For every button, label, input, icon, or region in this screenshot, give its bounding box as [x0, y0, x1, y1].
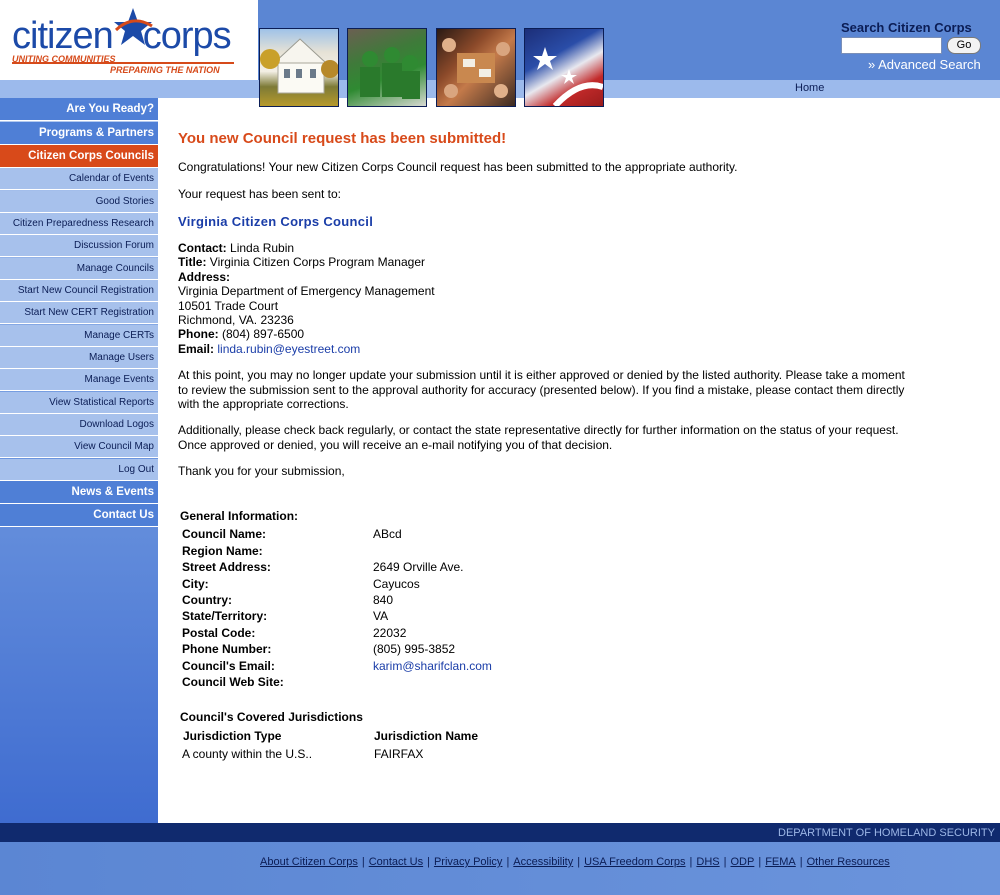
- nav-manage-events[interactable]: Manage Events: [0, 369, 158, 391]
- info-label: Country:: [182, 593, 232, 607]
- nav-calendar-of-events[interactable]: Calendar of Events: [0, 168, 158, 190]
- logo-wordmark: citizen corps: [12, 15, 231, 57]
- footer-link-odp[interactable]: ODP: [730, 856, 755, 868]
- title-value: Virginia Citizen Corps Program Manager: [209, 255, 425, 269]
- nav-news-events[interactable]: News & Events: [0, 481, 158, 504]
- footer-link-fema[interactable]: FEMA: [765, 856, 796, 868]
- phone-value: (804) 897-6500: [222, 327, 305, 341]
- nav-are-you-ready[interactable]: Are You Ready?: [0, 98, 158, 121]
- general-info-title: General Information:: [180, 509, 299, 523]
- nav-start-new-cert-registration[interactable]: Start New CERT Registration: [0, 302, 158, 324]
- info-label: State/Territory:: [182, 609, 268, 623]
- search-title: Search Citizen Corps: [841, 20, 972, 35]
- thanks-message: Thank you for your submission,: [178, 464, 345, 478]
- info-label: Council Web Site:: [182, 675, 284, 689]
- contact-label: Contact:: [178, 241, 227, 255]
- footer-separator: |: [506, 856, 510, 868]
- info-label: Postal Code:: [182, 626, 256, 640]
- sidebar: [0, 98, 158, 823]
- nav-manage-councils[interactable]: Manage Councils: [0, 258, 158, 280]
- footer-separator: |: [723, 856, 727, 868]
- jurisdictions-title: Council's Covered Jurisdictions: [180, 710, 363, 724]
- nav-start-new-council-registration[interactable]: Start New Council Registration: [0, 280, 158, 302]
- search-input[interactable]: [841, 37, 942, 54]
- header-photo-meeting: [436, 28, 516, 107]
- search-go-button[interactable]: Go: [947, 37, 981, 54]
- footer-link-dhs[interactable]: DHS: [696, 856, 720, 868]
- address-line-3: Richmond, VA. 23236: [178, 313, 294, 327]
- info-value: Cayucos: [373, 577, 420, 591]
- info-label: Region Name:: [182, 544, 263, 558]
- info-value: 2649 Orville Ave.: [373, 560, 464, 574]
- info-value: (805) 995-3852: [373, 642, 456, 656]
- advanced-search-link[interactable]: » Advanced Search: [868, 57, 981, 72]
- congrats-message: Congratulations! Your new Citizen Corps Council request has been submitted to the appropriate authority.: [178, 160, 738, 174]
- info-label: Council Name:: [182, 527, 267, 541]
- check-back-notice: Additionally, please check back regularly, or contact the state representative directly for further information on the status of your request. Once approved or denied, you will receive an e-mail notifying you of that decision.: [178, 423, 899, 452]
- footer-separator: |: [758, 856, 762, 868]
- address-line-1: Virginia Department of Emergency Management: [178, 284, 435, 298]
- email-label: Email:: [178, 342, 215, 356]
- footer-separator: |: [361, 856, 365, 868]
- contact-row: [178, 241, 294, 255]
- footer-links: [260, 856, 890, 868]
- nav-good-stories[interactable]: Good Stories: [0, 191, 158, 213]
- sent-to-label: Your request has been sent to:: [178, 187, 342, 201]
- footer-link-privacy[interactable]: Privacy Policy: [433, 856, 503, 868]
- nav-programs-partners[interactable]: Programs & Partners: [0, 122, 158, 145]
- council-title: Virginia Citizen Corps Council: [178, 214, 374, 229]
- footer-link-usa-freedom-corps[interactable]: USA Freedom Corps: [584, 856, 686, 868]
- dhs-link[interactable]: DEPARTMENT OF HOMELAND SECURITY: [778, 827, 995, 839]
- star-icon: [112, 6, 154, 48]
- footer-link-about[interactable]: About Citizen Corps: [260, 856, 358, 868]
- jurisdiction-name-header: Jurisdiction Name: [374, 729, 479, 743]
- contact-value: Linda Rubin: [230, 241, 295, 255]
- home-link[interactable]: Home: [795, 82, 825, 94]
- nav-manage-certs[interactable]: Manage CERTs: [0, 325, 158, 347]
- title-row: [178, 255, 425, 269]
- jurisdiction-name-cell: FAIRFAX: [374, 747, 424, 761]
- footer-link-other-resources[interactable]: Other Resources: [806, 856, 890, 868]
- footer: [0, 842, 1000, 895]
- email-row: [178, 342, 360, 356]
- logo-tagline-1: UNITING COMMUNITIES: [12, 54, 116, 64]
- page-title: You new Council request has been submitted!: [178, 130, 507, 147]
- info-value: ABcd: [373, 527, 402, 541]
- info-value: VA: [373, 609, 389, 623]
- footer-separator: |: [689, 856, 693, 868]
- info-value: 22032: [373, 626, 407, 640]
- nav-view-council-map[interactable]: View Council Map: [0, 436, 158, 458]
- footer-separator: |: [799, 856, 803, 868]
- nav-manage-users[interactable]: Manage Users: [0, 347, 158, 369]
- footer-link-accessibility[interactable]: Accessibility: [513, 856, 574, 868]
- update-notice: At this point, you may no longer update your submission until it is either approved or denied by the listed authority. Please take a moment to review the submission sent to the approval authority for accuracy (presented below). If you find a mistake, please contact them directly with the appropriate corrections.: [178, 368, 905, 411]
- info-label: Street Address:: [182, 560, 271, 574]
- nav-citizen-preparedness-research[interactable]: Citizen Preparedness Research: [0, 213, 158, 235]
- header-photo-volunteers: [347, 28, 427, 107]
- logo-tagline-2: PREPARING THE NATION: [110, 65, 220, 75]
- header-photo-flag: [524, 28, 604, 107]
- nav-download-logos[interactable]: Download Logos: [0, 414, 158, 436]
- info-label: Phone Number:: [182, 642, 272, 656]
- phone-label: Phone:: [178, 327, 219, 341]
- footer-separator: |: [577, 856, 581, 868]
- info-label: Council's Email:: [182, 659, 275, 673]
- title-label: Title:: [178, 255, 207, 269]
- council-email-link[interactable]: karim@sharifclan.com: [373, 659, 492, 673]
- nav-citizen-corps-councils[interactable]: Citizen Corps Councils: [0, 145, 158, 168]
- nav-log-out[interactable]: Log Out: [0, 459, 158, 481]
- email-link[interactable]: linda.rubin@eyestreet.com: [217, 342, 361, 356]
- nav-discussion-forum[interactable]: Discussion Forum: [0, 235, 158, 257]
- phone-row: [178, 327, 304, 341]
- citizen-corps-logo[interactable]: [0, 0, 258, 80]
- footer-link-contact[interactable]: Contact Us: [368, 856, 424, 868]
- jurisdiction-type-cell: A county within the U.S..: [182, 747, 313, 761]
- info-value: 840: [373, 593, 394, 607]
- header-photo-house: [259, 28, 339, 107]
- address-line-2: 10501 Trade Court: [178, 299, 279, 313]
- nav-contact-us[interactable]: Contact Us: [0, 504, 158, 527]
- jurisdiction-type-header: Jurisdiction Type: [183, 729, 282, 743]
- address-label: Address:: [178, 270, 231, 284]
- nav-view-statistical-reports[interactable]: View Statistical Reports: [0, 392, 158, 414]
- info-label: City:: [182, 577, 209, 591]
- footer-separator: |: [427, 856, 430, 868]
